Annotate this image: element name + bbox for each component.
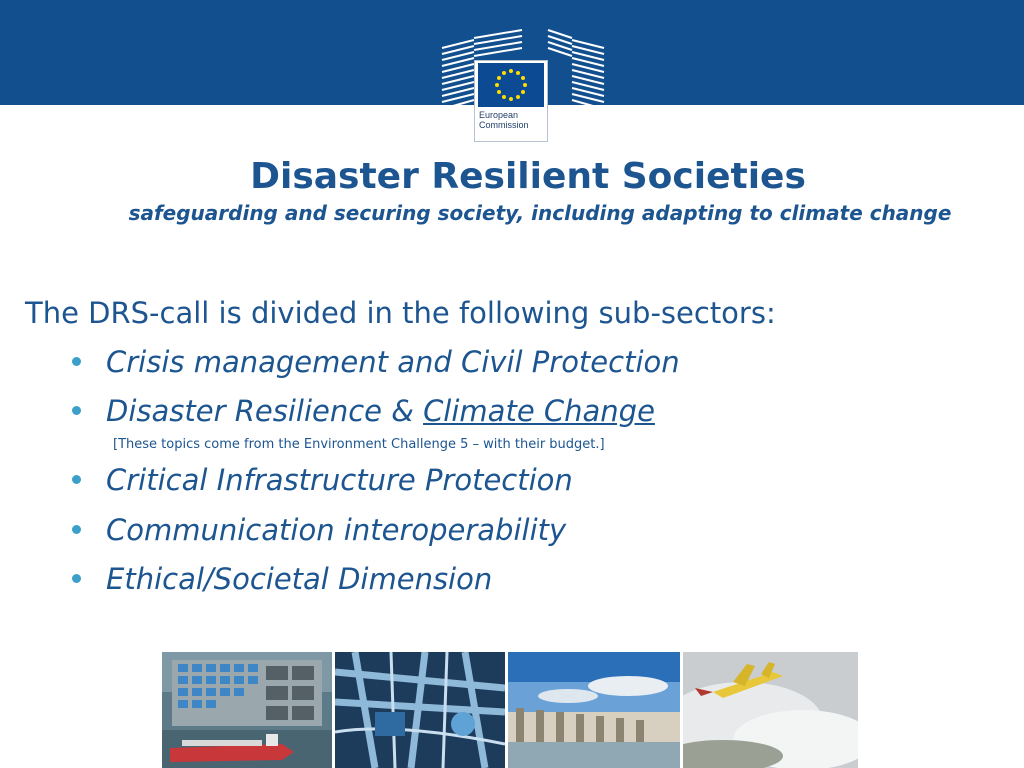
dam-photo xyxy=(508,652,680,768)
logo-line-2: Commission xyxy=(479,120,529,130)
climate-change-link[interactable]: Climate Change xyxy=(423,394,655,428)
bullet-dot-icon xyxy=(72,574,81,583)
bullet-text: Crisis management and Civil Protection xyxy=(106,345,680,379)
container-port-photo xyxy=(162,652,332,768)
bullet-dot-icon xyxy=(72,357,81,366)
bullet-dot-icon xyxy=(72,406,81,415)
environment-challenge-note: [These topics come from the Environment Challenge 5 – with their budget.] xyxy=(113,437,605,452)
logo-line-1: European xyxy=(479,110,519,120)
slide-subtitle: safeguarding and securing society, including adapting to climate change xyxy=(128,201,952,225)
bullet-text: Ethical/Societal Dimension xyxy=(106,562,493,596)
bullet-text: Disaster Resilience & xyxy=(106,394,424,428)
bullet-text-group xyxy=(106,394,655,428)
firefighting-plane-photo xyxy=(683,652,858,768)
bullet-text: Communication interoperability xyxy=(106,513,567,547)
bullet-text: Critical Infrastructure Protection xyxy=(106,463,573,497)
bullet-dot-icon xyxy=(72,525,81,534)
photo-strip xyxy=(162,652,858,768)
bullet-dot-icon xyxy=(72,475,81,484)
eu-flag-icon xyxy=(478,63,544,107)
slide-title: Disaster Resilient Societies xyxy=(250,156,806,197)
logo-wordmark xyxy=(479,110,547,130)
industrial-pipes-photo xyxy=(335,652,505,768)
lead-text: The DRS-call is divided in the following sub-sectors: xyxy=(25,296,776,330)
